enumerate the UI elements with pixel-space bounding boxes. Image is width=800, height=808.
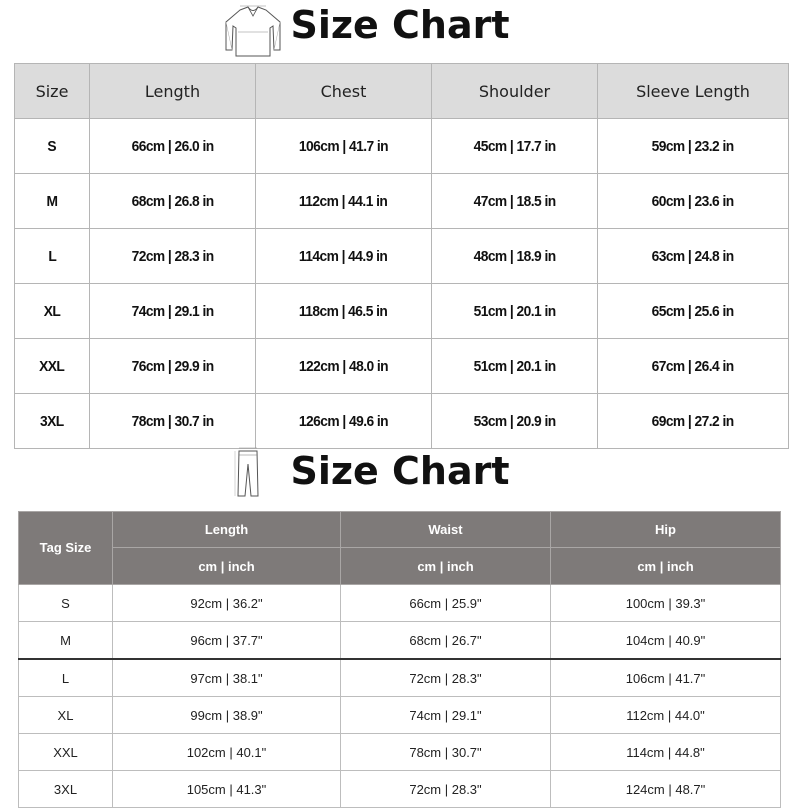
sleeve-cell: 65cm | 25.6 in	[598, 284, 789, 339]
tag-size-cell: XXL	[19, 734, 113, 771]
header-chest: Chest	[256, 64, 432, 119]
pants-table-unit-row	[19, 548, 781, 585]
length-cell: 68cm | 26.8 in	[90, 174, 256, 229]
shirt-size-chart-title: Size Chart	[290, 3, 510, 47]
header-tag-size: Tag Size	[19, 512, 113, 585]
tag-size-cell: M	[19, 622, 113, 660]
sleeve-cell: 69cm | 27.2 in	[598, 394, 789, 449]
shoulder-cell: 48cm | 18.9 in	[432, 229, 598, 284]
size-cell: L	[15, 229, 90, 284]
tag-size-cell: L	[19, 659, 113, 697]
header-size: Size	[15, 64, 90, 119]
table-row	[19, 697, 781, 734]
pants-size-table	[18, 511, 781, 808]
length-cell: 66cm | 26.0 in	[90, 119, 256, 174]
header-shoulder: Shoulder	[432, 64, 598, 119]
unit-hip: cm | inch	[551, 548, 781, 585]
unit-waist: cm | inch	[341, 548, 551, 585]
shoulder-cell: 53cm | 20.9 in	[432, 394, 598, 449]
length-cell: 76cm | 29.9 in	[90, 339, 256, 394]
chest-cell: 126cm | 49.6 in	[256, 394, 432, 449]
unit-length: cm | inch	[113, 548, 341, 585]
header-length: Length	[113, 512, 341, 548]
header-hip: Hip	[551, 512, 781, 548]
sleeve-cell: 63cm | 24.8 in	[598, 229, 789, 284]
size-cell: S	[15, 119, 90, 174]
table-row	[19, 771, 781, 808]
tag-size-cell: 3XL	[19, 771, 113, 808]
table-row	[19, 659, 781, 697]
header-sleeve-length: Sleeve Length	[598, 64, 789, 119]
length-cell: 74cm | 29.1 in	[90, 284, 256, 339]
hip-cell: 124cm | 48.7"	[551, 771, 781, 808]
chest-cell: 112cm | 44.1 in	[256, 174, 432, 229]
hip-cell: 114cm | 44.8"	[551, 734, 781, 771]
table-row	[19, 734, 781, 771]
tag-size-cell: S	[19, 585, 113, 622]
length-cell: 105cm | 41.3"	[113, 771, 341, 808]
table-row	[19, 585, 781, 622]
table-row	[15, 339, 789, 394]
length-cell: 102cm | 40.1"	[113, 734, 341, 771]
sleeve-cell: 59cm | 23.2 in	[598, 119, 789, 174]
length-cell: 96cm | 37.7"	[113, 622, 341, 660]
pants-size-chart-title: Size Chart	[290, 449, 510, 493]
tag-size-cell: XL	[19, 697, 113, 734]
hip-cell: 112cm | 44.0"	[551, 697, 781, 734]
shoulder-cell: 51cm | 20.1 in	[432, 339, 598, 394]
header-waist: Waist	[341, 512, 551, 548]
size-cell: XXL	[15, 339, 90, 394]
table-row	[15, 119, 789, 174]
header-length: Length	[90, 64, 256, 119]
waist-cell: 66cm | 25.9"	[341, 585, 551, 622]
shoulder-cell: 47cm | 18.5 in	[432, 174, 598, 229]
pants-size-chart-title-row	[0, 444, 800, 498]
size-cell: XL	[15, 284, 90, 339]
chest-cell: 122cm | 48.0 in	[256, 339, 432, 394]
hip-cell: 104cm | 40.9"	[551, 622, 781, 660]
table-row	[19, 622, 781, 660]
length-cell: 97cm | 38.1"	[113, 659, 341, 697]
hip-cell: 106cm | 41.7"	[551, 659, 781, 697]
waist-cell: 78cm | 30.7"	[341, 734, 551, 771]
pants-table-header-row	[19, 512, 781, 548]
waist-cell: 74cm | 29.1"	[341, 697, 551, 734]
table-row	[15, 284, 789, 339]
waist-cell: 72cm | 28.3"	[341, 659, 551, 697]
length-cell: 78cm | 30.7 in	[90, 394, 256, 449]
length-cell: 99cm | 38.9"	[113, 697, 341, 734]
waist-cell: 72cm | 28.3"	[341, 771, 551, 808]
shirt-size-table	[14, 63, 789, 449]
sleeve-cell: 67cm | 26.4 in	[598, 339, 789, 394]
waist-cell: 68cm | 26.7"	[341, 622, 551, 660]
size-cell: 3XL	[15, 394, 90, 449]
shirt-size-chart-title-row	[0, 0, 800, 50]
chest-cell: 118cm | 46.5 in	[256, 284, 432, 339]
sleeve-cell: 60cm | 23.6 in	[598, 174, 789, 229]
shoulder-cell: 45cm | 17.7 in	[432, 119, 598, 174]
hip-cell: 100cm | 39.3"	[551, 585, 781, 622]
table-row	[15, 394, 789, 449]
chest-cell: 114cm | 44.9 in	[256, 229, 432, 284]
table-row	[15, 174, 789, 229]
length-cell: 92cm | 36.2"	[113, 585, 341, 622]
size-cell: M	[15, 174, 90, 229]
shirt-table-header-row	[15, 64, 789, 119]
length-cell: 72cm | 28.3 in	[90, 229, 256, 284]
shoulder-cell: 51cm | 20.1 in	[432, 284, 598, 339]
chest-cell: 106cm | 41.7 in	[256, 119, 432, 174]
table-row	[15, 229, 789, 284]
